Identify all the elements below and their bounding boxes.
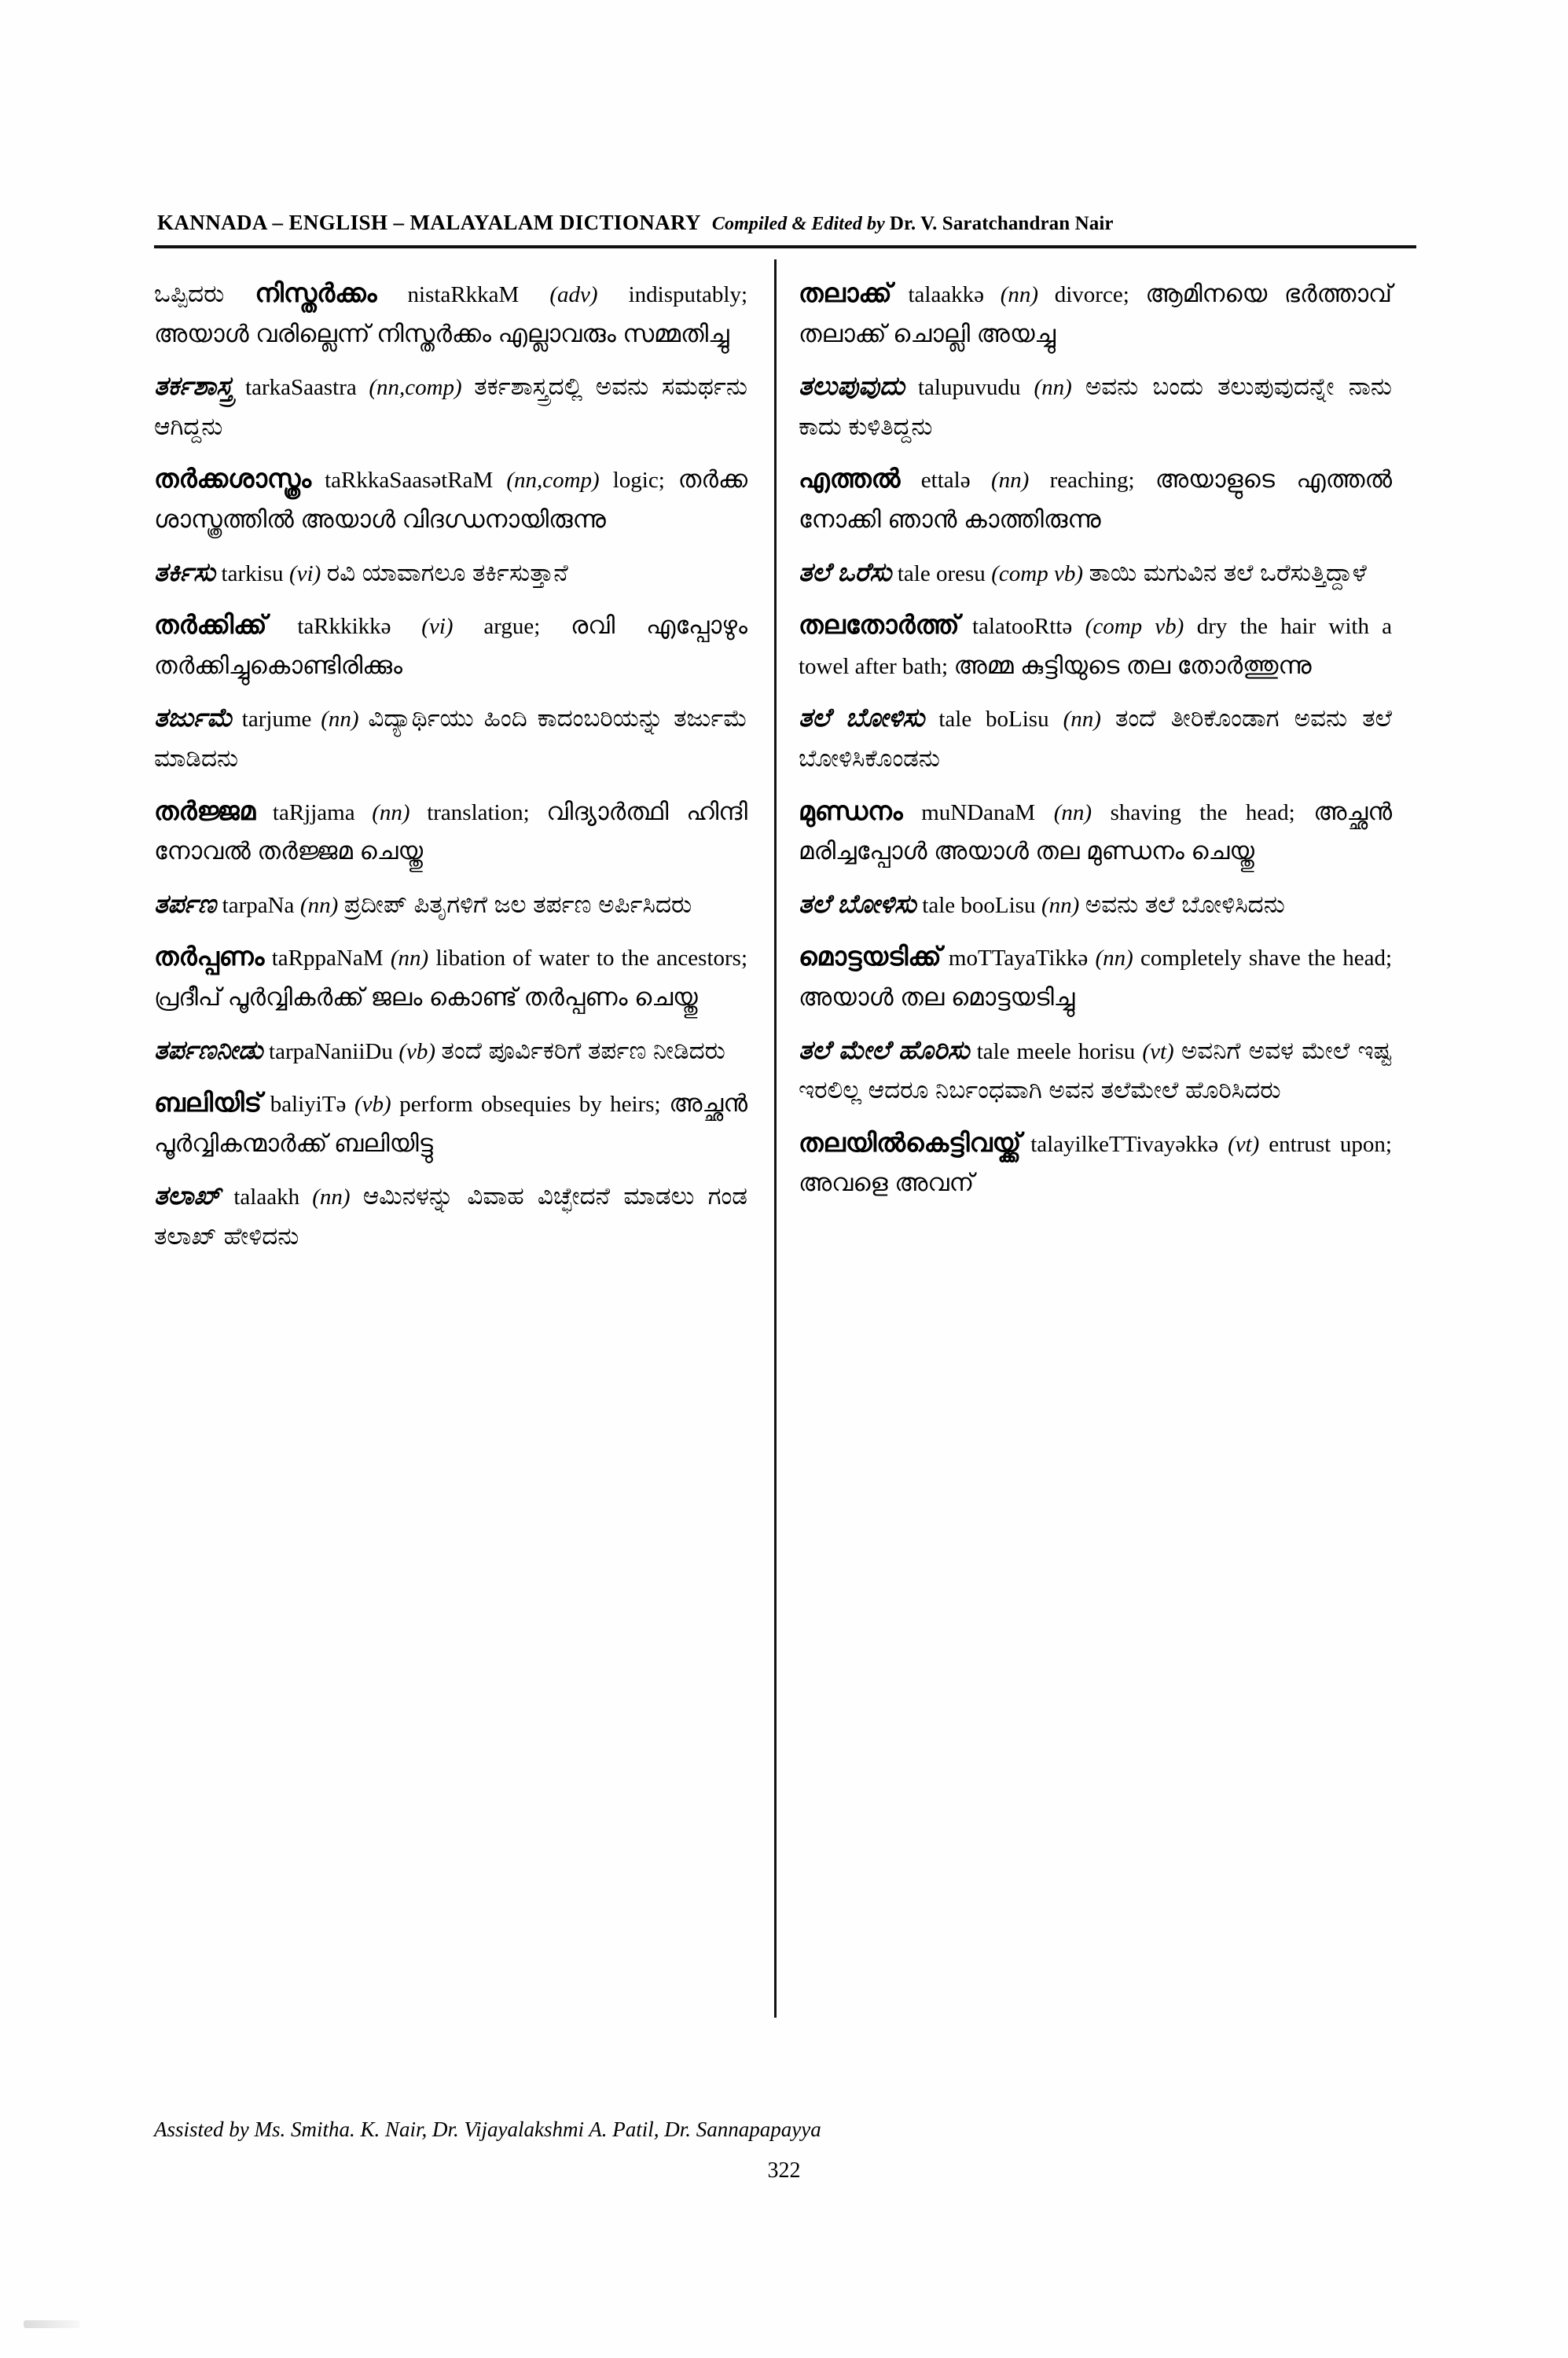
entry-headword-malayalam: മൊട്ടയടിക്ക് [799,942,942,971]
dictionary-entry [154,1082,747,1163]
dictionary-entry [154,365,747,446]
entry-gloss: logic; [612,468,665,494]
entry-example-malayalam: അയാൾ വരില്ലെന്ന് നിസ്തർക്കം എല്ലാവരും സമ്മതിച്ചു [154,319,729,347]
entry-gloss: completely shave the head; [1140,946,1393,971]
entry-headword-kannada: ತರ್ಪಣನೀಡು [154,1034,263,1064]
entry-romanization: nistaRkkaM [407,282,520,307]
dictionary-entry [154,935,747,1017]
running-head-compiled-label: Compiled & Edited by [711,214,885,234]
entry-romanization: tarpaNaniiDu [269,1038,393,1064]
entry-romanization: muNDanaM [921,799,1036,825]
entry-headword-kannada: ತಲೆ ಒರೆಸು [799,556,892,586]
entry-romanization: tale boLisu [938,707,1049,733]
entry-gloss: argue; [483,614,541,640]
entry-part-of-speech: (nn) [1063,707,1101,733]
entry-headword-malayalam: തലയിൽകെട്ടിവയ്ക്ക് [799,1127,1022,1157]
header-rule [154,245,1416,248]
left-column [154,272,747,1256]
entry-example-malayalam: തർക്ക ശാസ്ത്രത്തിൽ അയാൾ വിദഗ്ധനായിരുന്നു [154,465,748,533]
entry-example-kannada: ಅವನು ಬಂದು ತಲುಪುವುದನ್ನೇ ನಾನು ಕಾದು ಕುಳಿತಿದ್ದನು [799,373,1392,440]
entry-headword-kannada: ತರ್ಜುಮೆ [154,703,233,733]
entry-romanization: tale booLisu [922,892,1036,918]
entry-headword-malayalam: തലാക്ക് [799,278,892,307]
entry-headword-malayalam: തലതോർത്ത് [799,610,960,640]
dictionary-entry [154,696,747,778]
dictionary-entry [799,883,1392,925]
entry-part-of-speech: (nn) [321,707,359,733]
entry-part-of-speech: (nn) [390,946,429,971]
dictionary-entry [154,272,747,354]
entry-example-malayalam: രവി എപ്പോഴും തർക്കിച്ചുകൊണ്ടിരിക്കും [154,612,748,679]
entry-romanization: moTTayaTikkə [948,946,1089,971]
running-head [157,211,1415,235]
entry-example-kannada: ತರ್ಕಶಾಸ್ತ್ರದಲ್ಲಿ ಅವನು ಸಮರ್ಥನು ಆಗಿದ್ದನು [154,373,748,440]
entry-part-of-speech: (nn) [1041,892,1080,918]
columns-container [154,259,1416,2028]
dictionary-entry [799,604,1392,685]
entry-part-of-speech: (vb) [398,1038,436,1064]
dictionary-entry [154,1029,747,1071]
entry-headword-malayalam: ബലിയിട് [154,1088,263,1118]
entry-example-kannada: ಅವನಿಗೆ ಅವಳ ಮೇಲೆ ಇಷ್ಟ ಇರಲಿಲ್ಲ ಆದರೂ ನಿರ್ಬಂಧವಾಗಿ ಅವನ ತಲೆಮೇಲೆ ಹೊರಿಸಿದರು [799,1036,1392,1104]
entry-part-of-speech: (vb) [354,1092,391,1118]
entry-romanization: talupuvudu [917,375,1021,401]
entry-headword-kannada: ತಲಾಖ್ [154,1181,222,1210]
entry-part-of-speech: (vt) [1142,1038,1174,1064]
entry-headword-malayalam: നിസ്തർക്കം [255,278,377,307]
entry-romanization: tarjume [241,707,312,733]
entry-example-malayalam: അവളെ അവന് [799,1169,975,1197]
entry-romanization: taRkkaSaasətRaM [325,468,494,494]
entry-example-malayalam: അമ്മ കുട്ടിയുടെ തല തോർത്തുന്നു [953,651,1312,679]
entry-gloss: libation of water to the ancestors; [435,946,748,971]
entry-headword-kannada: ತರ್ಕಿಸು [154,556,216,586]
entry-example-malayalam: അയാൾ തല മൊട്ടയടിച്ചു [799,982,1075,1011]
entry-example-kannada: ಅವನು ತಲೆ ಬೋಳಿಸಿದನು [1085,890,1285,918]
entry-part-of-speech: (adv) [549,282,598,307]
entry-headword-malayalam: മുണ്ഡനം [799,795,903,825]
entry-part-of-speech: (nn) [1000,282,1039,307]
entry-gloss: dry the hair with a towel after bath; [799,614,1393,679]
entry-gloss: perform obsequies by heirs; [399,1092,661,1118]
right-column [799,272,1392,1203]
entry-romanization: talatooRttə [972,614,1073,640]
entry-part-of-speech: (nn,comp) [369,375,462,401]
entry-example-malayalam: അയാളുടെ എത്തൽ നോക്കി ഞാൻ കാത്തിരുന്നു [799,465,1392,533]
footer-assisted-by: Assisted by Ms. Smitha. K. Nair, Dr. Vijayalakshmi A. Patil, Dr. Sannapapayya [154,2117,821,2141]
dictionary-entry [799,272,1392,354]
entry-headword-malayalam: തർക്കശാസ്ത്രം [154,464,312,494]
entry-part-of-speech: (vi) [288,560,321,586]
dictionary-entry [154,790,747,872]
entry-romanization: talayilkeTTivayəkkə [1030,1131,1219,1157]
entry-part-of-speech: (vi) [421,614,454,640]
entry-romanization: tarpaNa [222,892,295,918]
entry-headword-malayalam: തർപ്പണം [154,942,265,971]
dictionary-entry [154,551,747,593]
entry-example-malayalam: അച്ഛൻ പൂർവ്വികന്മാർക്ക് ബലിയിട്ടു [154,1089,748,1157]
entry-example-malayalam: വിദ്യാർത്ഥി ഹിന്ദി നോവൽ തർജ്ജമ ചെയ്തു [154,797,748,865]
entry-gloss: indisputably; [628,282,748,307]
dictionary-entry [154,604,747,685]
entry-gloss: entrust upon; [1269,1131,1392,1157]
dictionary-entry [154,457,747,539]
dictionary-entry [799,1122,1392,1203]
entry-romanization: talaakkə [908,282,985,307]
dictionary-entry [799,790,1392,872]
entry-example-malayalam: പ്രദീപ് പൂർവ്വികർക്ക് ജലം കൊണ്ട് തർപ്പണം ചെയ്തു [154,982,698,1011]
entry-romanization: baliyiTə [270,1092,347,1118]
entry-part-of-speech: (nn) [372,799,410,825]
entry-part-of-speech: (nn) [1053,799,1092,825]
dictionary-entry [799,457,1392,539]
entry-headword-kannada: ತಲುಪುವುದು [799,371,905,401]
entry-gloss: divorce; [1054,282,1129,307]
page-number: 322 [767,2158,801,2183]
running-head-title: KANNADA – ENGLISH – MALAYALAM DICTIONARY [157,211,701,234]
entry-romanization: tale meele horisu [976,1038,1136,1064]
entry-romanization: ettalə [920,468,971,494]
entry-part-of-speech: (nn,comp) [506,468,600,494]
entry-part-of-speech: (nn) [990,468,1030,494]
dictionary-entry [154,883,747,925]
entry-continuation-kannada: ಒಪ್ಪಿದರು [154,280,225,307]
entry-example-kannada: ವಿದ್ಯಾರ್ಥಿಯು ಹಿಂದಿ ಕಾದಂಬರಿಯನ್ನು ತರ್ಜುಮೆ ಮಾಡಿದನು [154,704,747,772]
running-head-editor: Dr. V. Saratchandran Nair [889,213,1114,234]
entry-example-kannada: ತಂದೆ ಪೂರ್ವಿಕರಿಗೆ ತರ್ಪಣ ನೀಡಿದರು [441,1036,725,1064]
entry-headword-kannada: ತಲೆ ಬೋಳಿಸು [799,888,916,918]
entry-example-malayalam: അച്ഛൻ മരിച്ചപ്പോൾ അയാൾ തല മുണ്ഡനം ചെയ്തു [799,797,1393,865]
entry-part-of-speech: (vt) [1228,1131,1260,1157]
entry-headword-kannada: ತಲೆ ಬೋಳಿಸು [799,703,925,733]
entry-romanization: talaakh [233,1185,300,1210]
entry-romanization: taRppaNaM [271,946,384,971]
entry-romanization: tarkisu [221,560,284,586]
entry-gloss: translation; [427,799,530,825]
entry-example-kannada: ಆಮಿನಳನ್ನು ವಿವಾಹ ವಿಚ್ಛೇದನೆ ಮಾಡಲು ಗಂಡ ತಲಾಖ್ ಹೇಳಿದನು [154,1182,747,1250]
entry-example-kannada: ತಂದೆ ತೀರಿಕೊಂಡಾಗ ಅವನು ತಲೆ ಬೋಳಿಸಿಕೊಂಡನು [799,704,1392,772]
dictionary-entry [799,551,1392,593]
entry-part-of-speech: (nn) [1034,375,1072,401]
dictionary-entry [154,1174,747,1256]
entry-romanization: taRjjama [272,799,355,825]
entry-romanization: tale oresu [897,560,986,586]
entry-part-of-speech: (nn) [1095,946,1133,971]
entry-gloss: shaving the head; [1110,799,1295,825]
entry-part-of-speech: (nn) [299,892,339,918]
entry-part-of-speech: (nn) [312,1185,351,1210]
entry-romanization: taRkkikkə [297,614,391,640]
scan-artifact [24,2320,80,2328]
entry-part-of-speech: (comp vb) [991,560,1084,586]
entry-example-kannada: ತಾಯಿ ಮಗುವಿನ ತಲೆ ಒರೆಸುತ್ತಿದ್ದಾಳೆ [1089,558,1367,586]
column-divider-rule [774,259,777,2018]
entry-gloss: reaching; [1049,468,1135,494]
dictionary-entry [799,365,1392,446]
entry-romanization: tarkaSaastra [245,375,357,401]
entry-part-of-speech: (comp vb) [1085,614,1184,640]
entry-example-kannada: ಪ್ರದೀಪ್ ಪಿತೃಗಳಿಗೆ ಜಲ ತರ್ಪಣ ಅರ್ಪಿಸಿದರು [343,890,692,918]
entry-headword-malayalam: തർജ്ജമ [154,795,256,825]
entry-headword-kannada: ತರ್ಪಣ [154,888,217,918]
entry-headword-kannada: ತಲೆ ಮೇಲೆ ಹೊರಿಸು [799,1034,970,1064]
dictionary-entry [799,1029,1392,1111]
entry-headword-malayalam: എത്തൽ [799,464,901,494]
dictionary-entry [799,696,1392,778]
dictionary-entry [799,935,1392,1017]
entry-headword-kannada: ತರ್ಕಶಾಸ್ತ್ರ [154,371,233,401]
entry-example-malayalam: ആമിനയെ ഭർത്താവ് തലാക്ക് ചൊല്ലി അയച്ചു [799,280,1393,347]
entry-example-kannada: ರವಿ ಯಾವಾಗಲೂ ತರ್ಕಿಸುತ್ತಾನೆ [326,558,568,586]
entry-headword-malayalam: തർക്കിക്ക് [154,610,267,640]
